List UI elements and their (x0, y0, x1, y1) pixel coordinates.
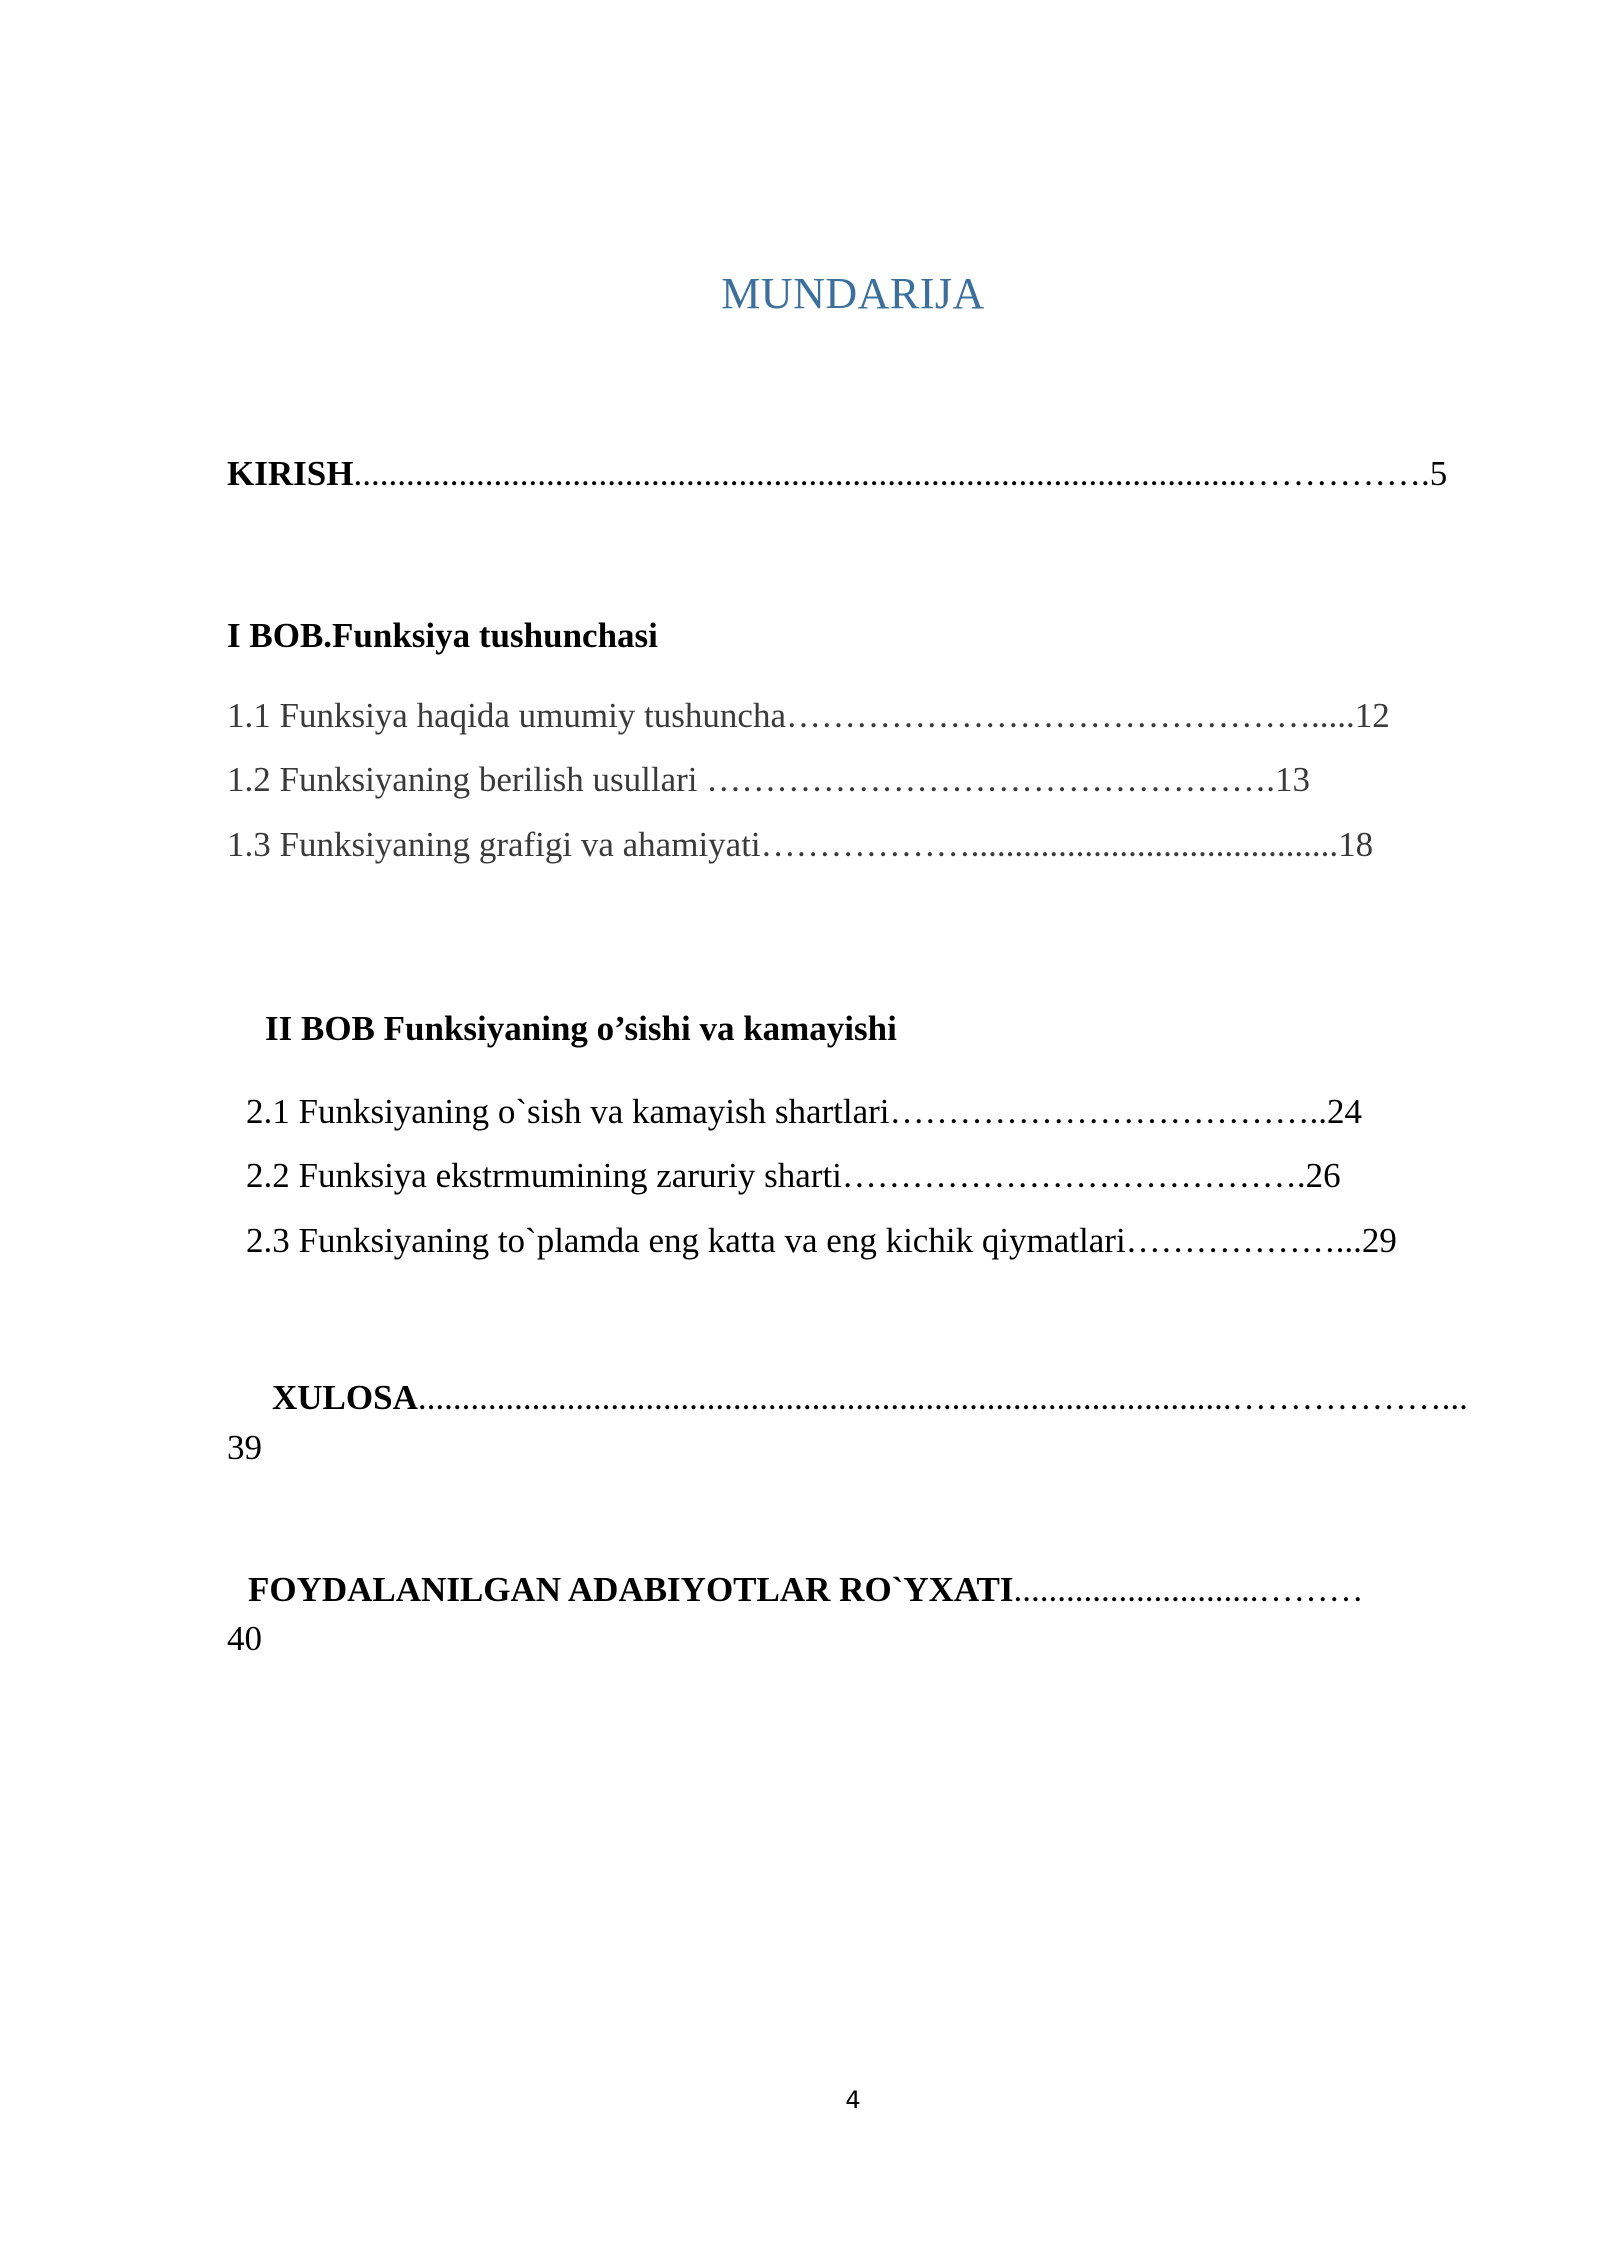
chapter-heading-2: II BOB Funksiyaning o’sishi va kamayishi (265, 1009, 897, 1048)
toc-entry-xulosa (272, 1376, 1468, 1420)
toc-entry-1-2: 1.2 Funksiyaning berilish usullari ………………………………………….13 (227, 760, 1311, 799)
toc-entry-1-3: 1.3 Funksiyaning grafigi va ahamiyati………………..........................................18 (227, 825, 1374, 864)
toc-entry-2-1: 2.1 Funksiyaning o`sish va kamayish shartlari………………………………..24 (246, 1092, 1363, 1131)
toc-entry-1-1: 1.1 Funksiya haqida umumiy tushuncha……………………………………….....12 (227, 696, 1390, 735)
toc-entry-label: FOYDALANILGAN ADABIYOTLAR RO`YXATI (248, 1570, 1014, 1609)
toc-entry-adabiyotlar (248, 1568, 1364, 1612)
toc-entry-page: 40 (227, 1619, 262, 1658)
toc-title: MUNDARIJA (721, 269, 985, 318)
toc-entry-label: XULOSA (272, 1378, 418, 1417)
toc-entry-page: 39 (227, 1428, 262, 1467)
toc-entry-kirish (227, 452, 1447, 496)
toc-entry-label: KIRISH (227, 454, 354, 493)
toc-entry-leader: .............................................................................................………………... (417, 1378, 1468, 1417)
chapter-heading-1: I BOB.Funksiya tushunchasi (227, 616, 658, 655)
toc-entry-2-2: 2.2 Funksiya ekstrmumining zaruriy sharti………………………………….26 (246, 1156, 1341, 1195)
toc-entry-2-3: 2.3 Funksiyaning to`plamda eng katta va eng kichik qiymatlari………………...29 (246, 1221, 1397, 1260)
page-number: 4 (845, 2086, 861, 2114)
toc-entry-leader: ......................................................................................................……………. (353, 454, 1430, 493)
toc-entry-leader: ............................……… (1013, 1570, 1364, 1609)
toc-entry-page: 5 (1429, 454, 1448, 493)
